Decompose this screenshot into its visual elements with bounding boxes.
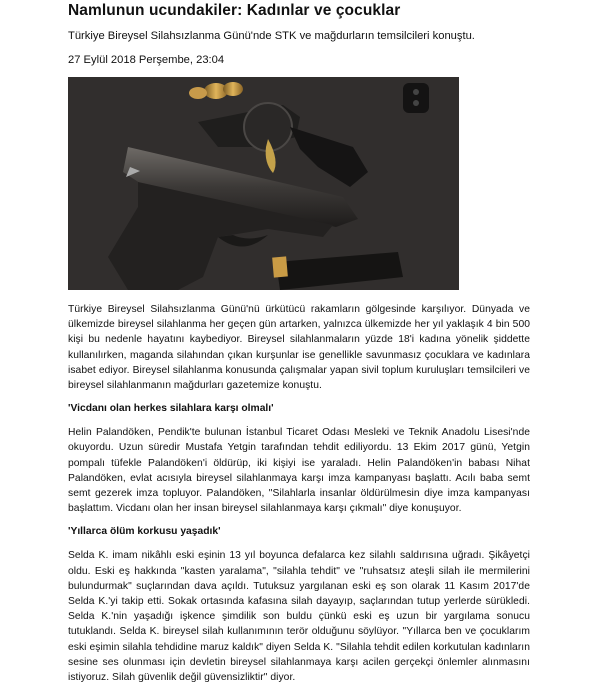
section-heading-1: 'Vicdanı olan herkes silahlara karşı olmalı' bbox=[68, 403, 274, 415]
article-date: 27 Eylül 2018 Perşembe, 23:04 bbox=[68, 54, 225, 66]
handgun-photo-illustration bbox=[68, 77, 459, 290]
section-paragraph-1: Helin Palandöken, Pendik'te bulunan İstanbul Ticaret Odası Mesleki ve Teknik Anadolu Lisesi'nde okuyordu. Uzun süredir Mustafa Yetgin tarafından tehdit ediliyordu. 13 Ekim 2017 günü, Yetgin pompalı tüfekle Palandöken'i öldürüp, iki kişiyi ise yaraladı. Helin Palandöken'in babası Nihat Palandöken, evlat acısıyla bireysel silahlanmaya karşı imza kampanyası başlattı. Acılı baba semt semt gezerek imza topluyor. Palandöken, "Silahlarla insanlar öldürülmesin diye imza kampanyası başlattım. Vicdanı olan her insan bireysel silahlanmaya karşı çıkmalı" diye konuşuyor. bbox=[68, 427, 530, 515]
article bbox=[68, 0, 530, 685]
article-subtitle: Türkiye Bireysel Silahsızlanma Günü'nde STK ve mağdurların temsilcileri konuştu. bbox=[68, 30, 475, 42]
section-heading-2: 'Yıllarca ölüm korkusu yaşadık' bbox=[68, 526, 221, 538]
intro-paragraph: Türkiye Bireysel Silahsızlanma Günü'nü ürkütücü rakamların gölgesinde karşılıyor. Dünyada ve ülkemizde bireysel silahlanma her geçen gün artarken, yalnızca ülkemizde her yıl yaklaşık 4 bin 500 kişi bu nedenle hayatını kaybediyor. Bireysel silahlanmaların yüzde 18'i kadına yönelik şiddette kullanılırken, maganda silahından çıkan kurşunlar ise genellikle savunmasız çocuklara ve kadınlara isabet ediyor. Bireysel silahlanma konusunda çalışmalar yapan sivil toplum kuruluşları temsilcileri ve bireysel silahlanmanın mağdurları gazetemize konuştu. bbox=[68, 304, 530, 392]
article-photo bbox=[68, 77, 459, 290]
key-fob-icon bbox=[403, 83, 429, 113]
article-title: Namlunun ucundakiler: Kadınlar ve çocuklar bbox=[68, 2, 401, 19]
section-paragraph-2: Selda K. imam nikâhlı eski eşinin 13 yıl boyunca defalarca kez silahlı saldırısına uğradı. Şikâyetçi oldu. Eski eş hakkında "kasten yaralama", "silahla tehdit" ve "ruhsatsız ateşli silah ile mermilerini bulundurmak" suçlarından dava açıldı. Tutuksuz yargılanan eski eş son olarak 11 Kasım 2017'de Selda K.'yi takip etti. Sokak ortasında kafasına silah dayayıp, saçlarından tutup yerlerde sürükledi. Selda K.'nin yaşadığı işkence şimdilik son buldu çünkü eski eş uzun bir yargılama sonucu tutuklandı. Selda K. bireysel silah kullanımının terör olduğunu söylüyor. "Yıllarca ben ve çocuklarım eski eşimin silahla tehdidine maruz kaldık" diyen Selda K. "Silahla tehdit edilen korkutulan kadınların sesine ses olunması için devletin bireysel silahlanmaya karşı acilen gerçekçi önlemler alınmasını istiyoruz. Silah güvenlik değil güvensizliktir" diyor. bbox=[68, 550, 530, 684]
